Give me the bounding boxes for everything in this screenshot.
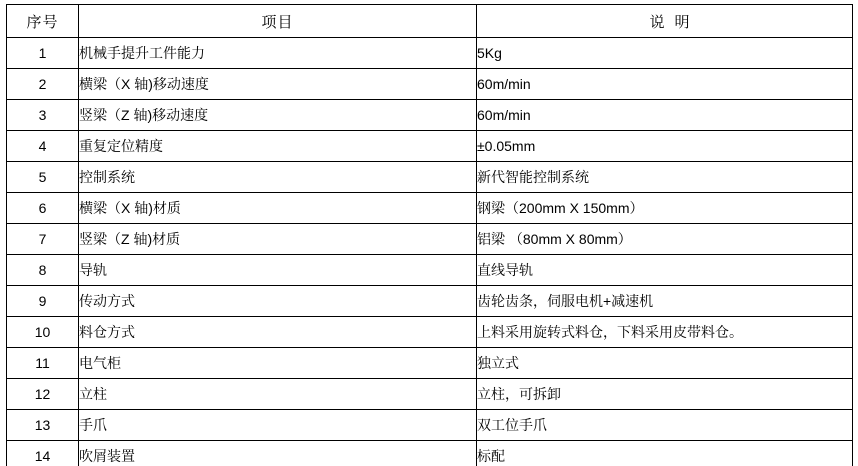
table-header-row — [7, 5, 853, 38]
row-number: 8 — [7, 255, 79, 286]
column-header-item: 项目 — [79, 5, 477, 38]
row-description: 双工位手爪 — [477, 410, 853, 441]
table-row — [7, 286, 853, 317]
table-row — [7, 131, 853, 162]
row-description: 60m/min — [477, 69, 853, 100]
table-row — [7, 441, 853, 466]
row-number: 6 — [7, 193, 79, 224]
row-description: 齿轮齿条，伺服电机+减速机 — [477, 286, 853, 317]
row-description: 60m/min — [477, 100, 853, 131]
row-number: 12 — [7, 379, 79, 410]
row-item: 导轨 — [79, 255, 477, 286]
row-item: 传动方式 — [79, 286, 477, 317]
table-row — [7, 162, 853, 193]
specification-table — [6, 4, 853, 466]
row-item: 重复定位精度 — [79, 131, 477, 162]
row-item: 控制系统 — [79, 162, 477, 193]
table-header — [7, 5, 853, 38]
row-item: 手爪 — [79, 410, 477, 441]
row-description: 5Kg — [477, 38, 853, 69]
table-row — [7, 69, 853, 100]
row-number: 1 — [7, 38, 79, 69]
column-header-no: 序号 — [7, 5, 79, 38]
table-row — [7, 317, 853, 348]
table-row — [7, 193, 853, 224]
row-description: 直线导轨 — [477, 255, 853, 286]
row-item: 横梁（X 轴)移动速度 — [79, 69, 477, 100]
row-item: 横梁（X 轴)材质 — [79, 193, 477, 224]
row-description: 上料采用旋转式料仓，下料采用皮带料仓。 — [477, 317, 853, 348]
table-row — [7, 348, 853, 379]
table-row — [7, 255, 853, 286]
table-body — [7, 38, 853, 466]
table-row — [7, 224, 853, 255]
row-description: 新代智能控制系统 — [477, 162, 853, 193]
row-item: 立柱 — [79, 379, 477, 410]
table-row — [7, 38, 853, 69]
row-number: 2 — [7, 69, 79, 100]
table-row — [7, 410, 853, 441]
row-item: 竖梁（Z 轴)移动速度 — [79, 100, 477, 131]
row-number: 11 — [7, 348, 79, 379]
row-number: 3 — [7, 100, 79, 131]
row-number: 13 — [7, 410, 79, 441]
row-item: 吹屑装置 — [79, 441, 477, 466]
row-item: 机械手提升工件能力 — [79, 38, 477, 69]
row-description: 独立式 — [477, 348, 853, 379]
column-header-description-left: 说 — [649, 13, 675, 31]
row-number: 7 — [7, 224, 79, 255]
row-description: 立柱，可拆卸 — [477, 379, 853, 410]
column-header-description-right: 明 — [674, 13, 690, 31]
row-item: 料仓方式 — [79, 317, 477, 348]
row-number: 5 — [7, 162, 79, 193]
row-description: 标配 — [477, 441, 853, 466]
row-number: 4 — [7, 131, 79, 162]
row-number: 14 — [7, 441, 79, 466]
column-header-description — [477, 5, 853, 38]
row-description: 铝梁 （80mm X 80mm） — [477, 224, 853, 255]
table-row — [7, 100, 853, 131]
row-item: 电气柜 — [79, 348, 477, 379]
table-row — [7, 379, 853, 410]
row-description: ±0.05mm — [477, 131, 853, 162]
row-number: 10 — [7, 317, 79, 348]
row-item: 竖梁（Z 轴)材质 — [79, 224, 477, 255]
row-description: 钢梁（200mm X 150mm） — [477, 193, 853, 224]
row-number: 9 — [7, 286, 79, 317]
